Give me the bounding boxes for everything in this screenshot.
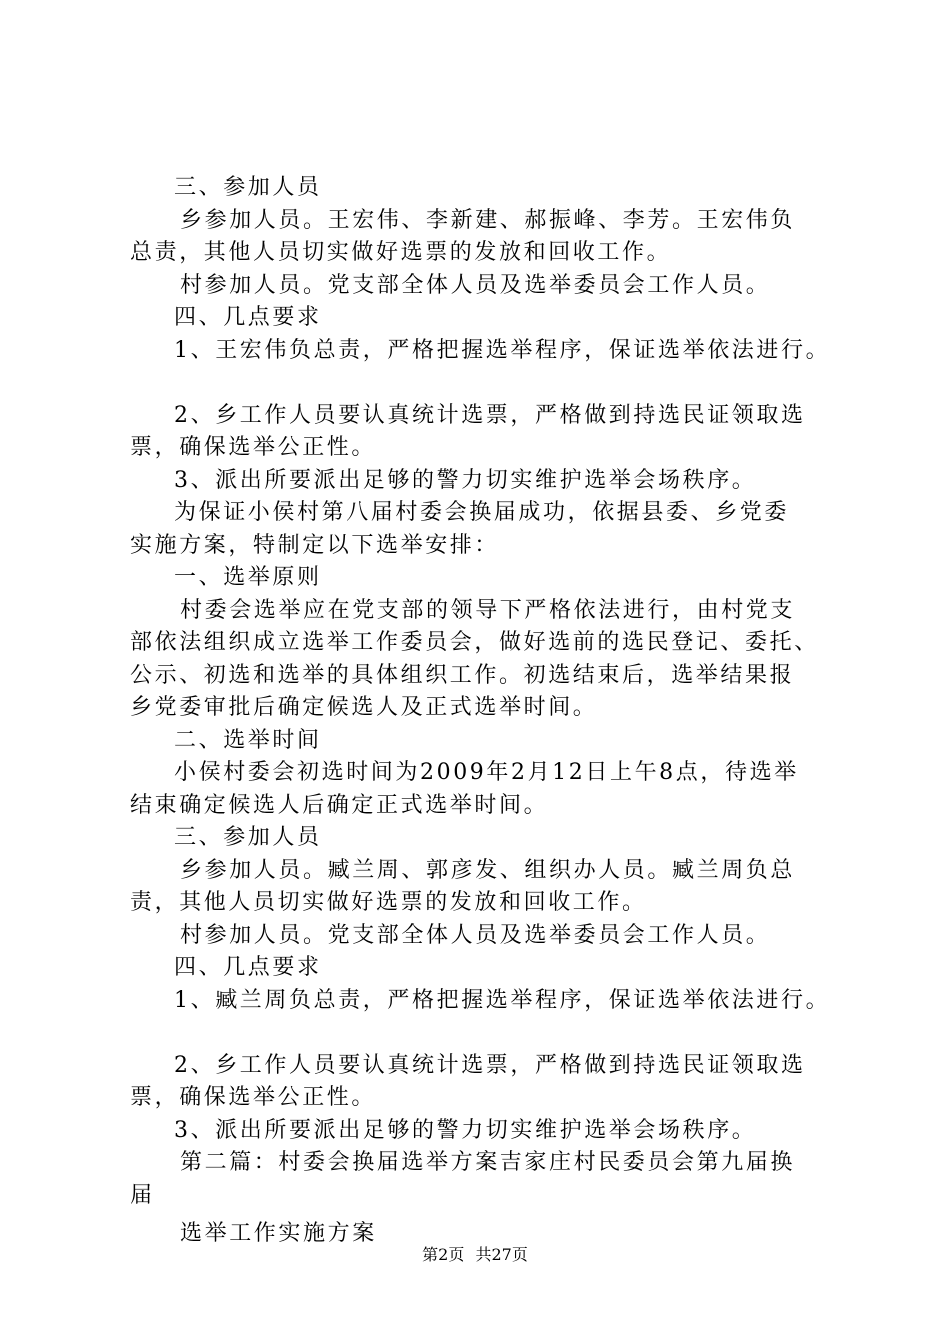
paragraph-line: 实施方案，特制定以下选举安排： — [130, 532, 500, 558]
paragraph-line: 部依法组织成立选举工作委员会，做好选前的选民登记、委托、 — [130, 630, 819, 655]
chapter-subtitle: 选举工作实施方案 — [180, 1221, 377, 1246]
page-total: 共27页 — [475, 1245, 528, 1264]
section-heading: 三、参加人员 — [174, 825, 322, 850]
chapter-heading: 第二篇：村委会换届选举方案吉家庄村民委员会第九届换 — [180, 1150, 796, 1175]
paragraph-line: 为保证小侯村第八届村委会换届成功，依据县委、乡党委 — [174, 500, 790, 525]
paragraph-line: 2、乡工作人员要认真统计选票，严格做到持选民证领取选 — [174, 402, 806, 428]
paragraph-line: 3、派出所要派出足够的警力切实维护选举会场秩序。 — [174, 467, 757, 493]
chapter-heading-continued: 届 — [130, 1182, 155, 1208]
paragraph-gap — [130, 367, 850, 400]
paragraph-line: 乡党委审批后确定候选人及正式选举时间。 — [130, 695, 598, 720]
page-footer — [0, 1243, 950, 1267]
document-body — [130, 172, 850, 1251]
paragraph-line: 3、派出所要派出足够的警力切实维护选举会场秩序。 — [174, 1117, 757, 1143]
paragraph-line: 票，确保选举公正性。 — [130, 1085, 377, 1110]
paragraph-line: 1、臧兰周负总责，严格把握选举程序，保证选举依法进行。 — [174, 987, 831, 1013]
paragraph-line: 乡参加人员。王宏伟、李新建、郝振峰、李芳。王宏伟负 — [180, 207, 796, 233]
section-heading: 四、几点要求 — [174, 955, 322, 980]
section-heading: 二、选举时间 — [174, 727, 322, 753]
section-heading: 一、选举原则 — [174, 565, 322, 590]
paragraph-line: 结束确定候选人后确定正式选举时间。 — [130, 792, 549, 818]
paragraph-line: 票，确保选举公正性。 — [130, 435, 377, 460]
paragraph-line: 村参加人员。党支部全体人员及选举委员会工作人员。 — [180, 922, 771, 948]
paragraph-line: 责，其他人员切实做好选票的发放和回收工作。 — [130, 890, 647, 915]
paragraph-line: 村参加人员。党支部全体人员及选举委员会工作人员。 — [180, 272, 771, 298]
paragraph-line: 小侯村委会初选时间为2009年2月12日上午8点，待选举 — [174, 760, 799, 785]
page-number: 第2页 — [422, 1245, 465, 1264]
section-heading: 三、参加人员 — [174, 175, 322, 200]
paragraph-line: 2、乡工作人员要认真统计选票，严格做到持选民证领取选 — [174, 1052, 806, 1078]
paragraph-line: 公示、初选和选举的具体组织工作。初选结束后，选举结果报 — [130, 662, 795, 688]
paragraph-line: 总责，其他人员切实做好选票的发放和回收工作。 — [130, 240, 672, 265]
section-heading: 四、几点要求 — [174, 305, 322, 330]
paragraph-gap — [130, 1017, 850, 1050]
paragraph-line: 乡参加人员。臧兰周、郭彦发、组织办人员。臧兰周负总 — [180, 857, 796, 883]
paragraph-line: 村委会选举应在党支部的领导下严格依法进行，由村党支 — [180, 597, 796, 623]
paragraph-line: 1、王宏伟负总责，严格把握选举程序，保证选举依法进行。 — [174, 337, 831, 363]
